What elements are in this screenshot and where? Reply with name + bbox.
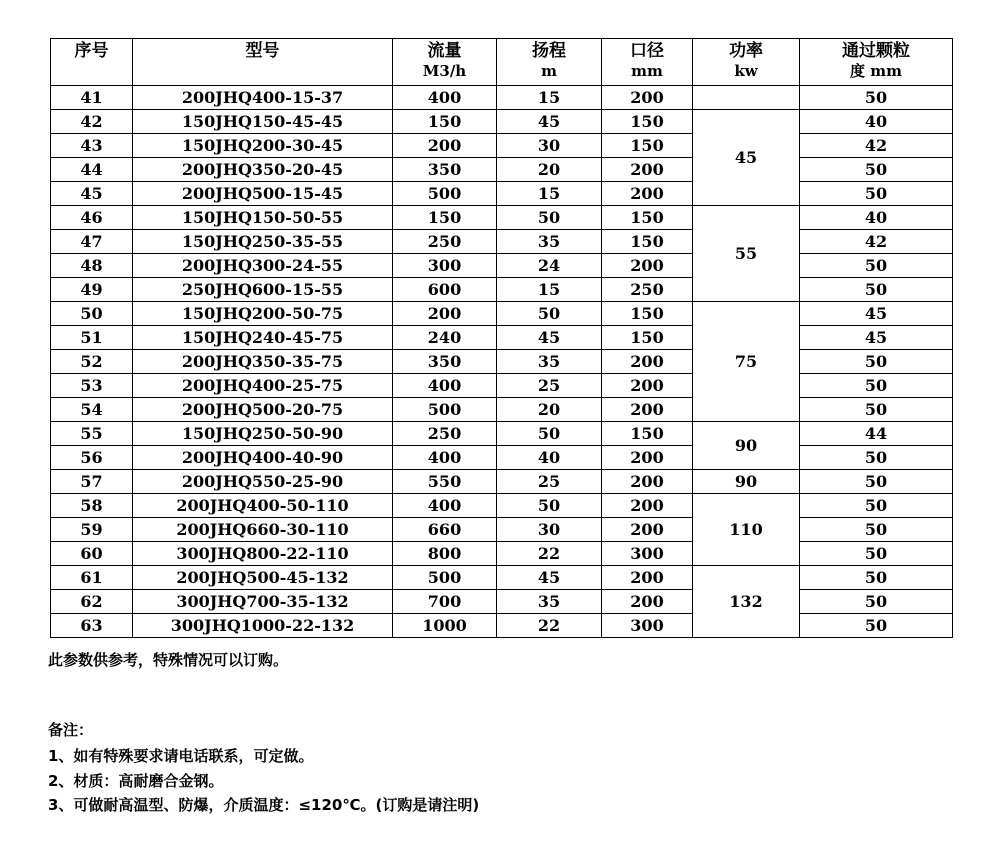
cell-model: 150JHQ240-45-75 [133,326,393,350]
cell-model: 200JHQ660-30-110 [133,518,393,542]
cell-head: 40 [497,446,602,470]
cell-head: 50 [497,494,602,518]
cell-bore: 200 [602,494,693,518]
cell-head: 50 [497,206,602,230]
cell-flow: 150 [393,110,497,134]
cell-particle: 42 [800,134,953,158]
cell-no: 56 [51,446,133,470]
cell-flow: 240 [393,326,497,350]
header-bore: 口径 mm [602,39,693,86]
table-row [51,158,953,182]
cell-model: 200JHQ500-45-132 [133,566,393,590]
cell-particle: 40 [800,206,953,230]
cell-flow: 350 [393,350,497,374]
cell-particle: 50 [800,518,953,542]
cell-head: 45 [497,110,602,134]
cell-bore: 150 [602,326,693,350]
cell-head: 15 [497,278,602,302]
cell-bore: 200 [602,398,693,422]
cell-power: 110 [693,494,800,566]
cell-bore: 150 [602,422,693,446]
cell-flow: 200 [393,134,497,158]
table-row [51,614,953,638]
cell-particle: 50 [800,494,953,518]
cell-flow: 300 [393,254,497,278]
cell-no: 41 [51,86,133,110]
table-row [51,134,953,158]
cell-bore: 150 [602,110,693,134]
cell-head: 22 [497,542,602,566]
cell-flow: 600 [393,278,497,302]
cell-no: 42 [51,110,133,134]
cell-no: 57 [51,470,133,494]
cell-particle: 50 [800,278,953,302]
cell-particle: 45 [800,302,953,326]
cell-particle: 50 [800,446,953,470]
cell-no: 52 [51,350,133,374]
table-row [51,206,953,230]
cell-bore: 200 [602,518,693,542]
cell-head: 20 [497,158,602,182]
cell-model: 150JHQ150-45-45 [133,110,393,134]
cell-head: 45 [497,566,602,590]
cell-bore: 200 [602,86,693,110]
cell-bore: 200 [602,590,693,614]
header-particle: 通过颗粒 度 mm [800,39,953,86]
cell-power: 55 [693,206,800,302]
pump-spec-table [50,38,953,638]
cell-model: 200JHQ400-50-110 [133,494,393,518]
cell-bore: 200 [602,254,693,278]
table-row [51,254,953,278]
cell-no: 61 [51,566,133,590]
table-row [51,182,953,206]
cell-flow: 800 [393,542,497,566]
remark-item: 2、材质：高耐磨合金钢。 [48,772,224,790]
table-row [51,446,953,470]
cell-flow: 500 [393,398,497,422]
cell-no: 47 [51,230,133,254]
cell-power: 132 [693,566,800,638]
cell-bore: 200 [602,182,693,206]
cell-bore: 150 [602,302,693,326]
table-row [51,566,953,590]
cell-no: 44 [51,158,133,182]
cell-head: 50 [497,422,602,446]
cell-flow: 400 [393,374,497,398]
cell-power: 75 [693,302,800,422]
cell-head: 30 [497,134,602,158]
cell-model: 300JHQ1000-22-132 [133,614,393,638]
table-row [51,374,953,398]
table-row [51,110,953,134]
cell-particle: 50 [800,398,953,422]
table-row [51,518,953,542]
cell-no: 50 [51,302,133,326]
cell-model: 200JHQ500-15-45 [133,182,393,206]
cell-no: 55 [51,422,133,446]
cell-particle: 50 [800,614,953,638]
header-power: 功率 kw [693,39,800,86]
cell-bore: 300 [602,614,693,638]
cell-flow: 1000 [393,614,497,638]
cell-model: 150JHQ200-50-75 [133,302,393,326]
cell-model: 150JHQ200-30-45 [133,134,393,158]
cell-model: 200JHQ400-15-37 [133,86,393,110]
header-flow: 流量 M3/h [393,39,497,86]
cell-model: 200JHQ300-24-55 [133,254,393,278]
cell-no: 60 [51,542,133,566]
cell-head: 35 [497,590,602,614]
table-row [51,230,953,254]
cell-bore: 150 [602,230,693,254]
cell-model: 150JHQ250-35-55 [133,230,393,254]
cell-flow: 700 [393,590,497,614]
cell-bore: 300 [602,542,693,566]
table-row [51,494,953,518]
table-row [51,590,953,614]
cell-particle: 45 [800,326,953,350]
cell-particle: 50 [800,542,953,566]
cell-particle: 40 [800,110,953,134]
cell-particle: 50 [800,350,953,374]
cell-model: 200JHQ400-40-90 [133,446,393,470]
cell-no: 51 [51,326,133,350]
cell-model: 200JHQ400-25-75 [133,374,393,398]
cell-particle: 50 [800,470,953,494]
cell-head: 35 [497,350,602,374]
table-row [51,302,953,326]
cell-head: 22 [497,614,602,638]
header-head: 扬程 m [497,39,602,86]
cell-bore: 200 [602,470,693,494]
cell-head: 50 [497,302,602,326]
cell-no: 63 [51,614,133,638]
cell-flow: 200 [393,302,497,326]
cell-head: 25 [497,470,602,494]
cell-no: 58 [51,494,133,518]
cell-power: 45 [693,110,800,206]
cell-bore: 200 [602,158,693,182]
cell-model: 150JHQ250-50-90 [133,422,393,446]
cell-flow: 500 [393,182,497,206]
cell-particle: 50 [800,254,953,278]
table-row [51,350,953,374]
cell-no: 62 [51,590,133,614]
cell-no: 54 [51,398,133,422]
cell-bore: 150 [602,134,693,158]
cell-model: 200JHQ550-25-90 [133,470,393,494]
cell-flow: 150 [393,206,497,230]
cell-particle: 50 [800,182,953,206]
cell-head: 30 [497,518,602,542]
cell-flow: 400 [393,494,497,518]
header-no: 序号 [51,39,133,86]
cell-model: 300JHQ800-22-110 [133,542,393,566]
cell-particle: 44 [800,422,953,446]
cell-no: 49 [51,278,133,302]
cell-bore: 250 [602,278,693,302]
cell-no: 46 [51,206,133,230]
cell-flow: 400 [393,446,497,470]
cell-particle: 50 [800,158,953,182]
cell-bore: 150 [602,206,693,230]
cell-flow: 400 [393,86,497,110]
cell-particle: 50 [800,590,953,614]
table-row [51,470,953,494]
table-header-row [51,39,953,86]
cell-model: 300JHQ700-35-132 [133,590,393,614]
remark-item: 1、如有特殊要求请电话联系，可定做。 [48,747,314,765]
cell-flow: 350 [393,158,497,182]
cell-flow: 550 [393,470,497,494]
table-row [51,86,953,110]
cell-flow: 660 [393,518,497,542]
cell-no: 48 [51,254,133,278]
cell-flow: 250 [393,422,497,446]
cell-power [693,86,800,110]
cell-head: 15 [497,182,602,206]
table-row [51,422,953,446]
cell-flow: 500 [393,566,497,590]
cell-model: 200JHQ350-20-45 [133,158,393,182]
cell-flow: 250 [393,230,497,254]
cell-no: 59 [51,518,133,542]
table-row [51,542,953,566]
cell-head: 20 [497,398,602,422]
cell-particle: 50 [800,374,953,398]
cell-model: 200JHQ500-20-75 [133,398,393,422]
table-row [51,398,953,422]
table-row [51,326,953,350]
cell-bore: 200 [602,350,693,374]
cell-head: 25 [497,374,602,398]
cell-particle: 42 [800,230,953,254]
footnote: 此参数供参考，特殊情况可以订购。 [48,651,289,669]
cell-no: 43 [51,134,133,158]
table-body [51,86,953,638]
cell-model: 250JHQ600-15-55 [133,278,393,302]
cell-no: 53 [51,374,133,398]
table-row [51,278,953,302]
cell-bore: 200 [602,566,693,590]
cell-bore: 200 [602,374,693,398]
cell-power: 90 [693,422,800,470]
cell-head: 24 [497,254,602,278]
cell-no: 45 [51,182,133,206]
cell-head: 45 [497,326,602,350]
cell-head: 15 [497,86,602,110]
cell-particle: 50 [800,566,953,590]
header-model: 型号 [133,39,393,86]
cell-particle: 50 [800,86,953,110]
cell-model: 150JHQ150-50-55 [133,206,393,230]
cell-power: 90 [693,470,800,494]
remark-item: 3、可做耐高温型、防爆，介质温度：≤120℃。(订购是请注明) [48,796,480,814]
cell-model: 200JHQ350-35-75 [133,350,393,374]
remarks-title: 备注： [48,721,94,739]
cell-bore: 200 [602,446,693,470]
cell-head: 35 [497,230,602,254]
